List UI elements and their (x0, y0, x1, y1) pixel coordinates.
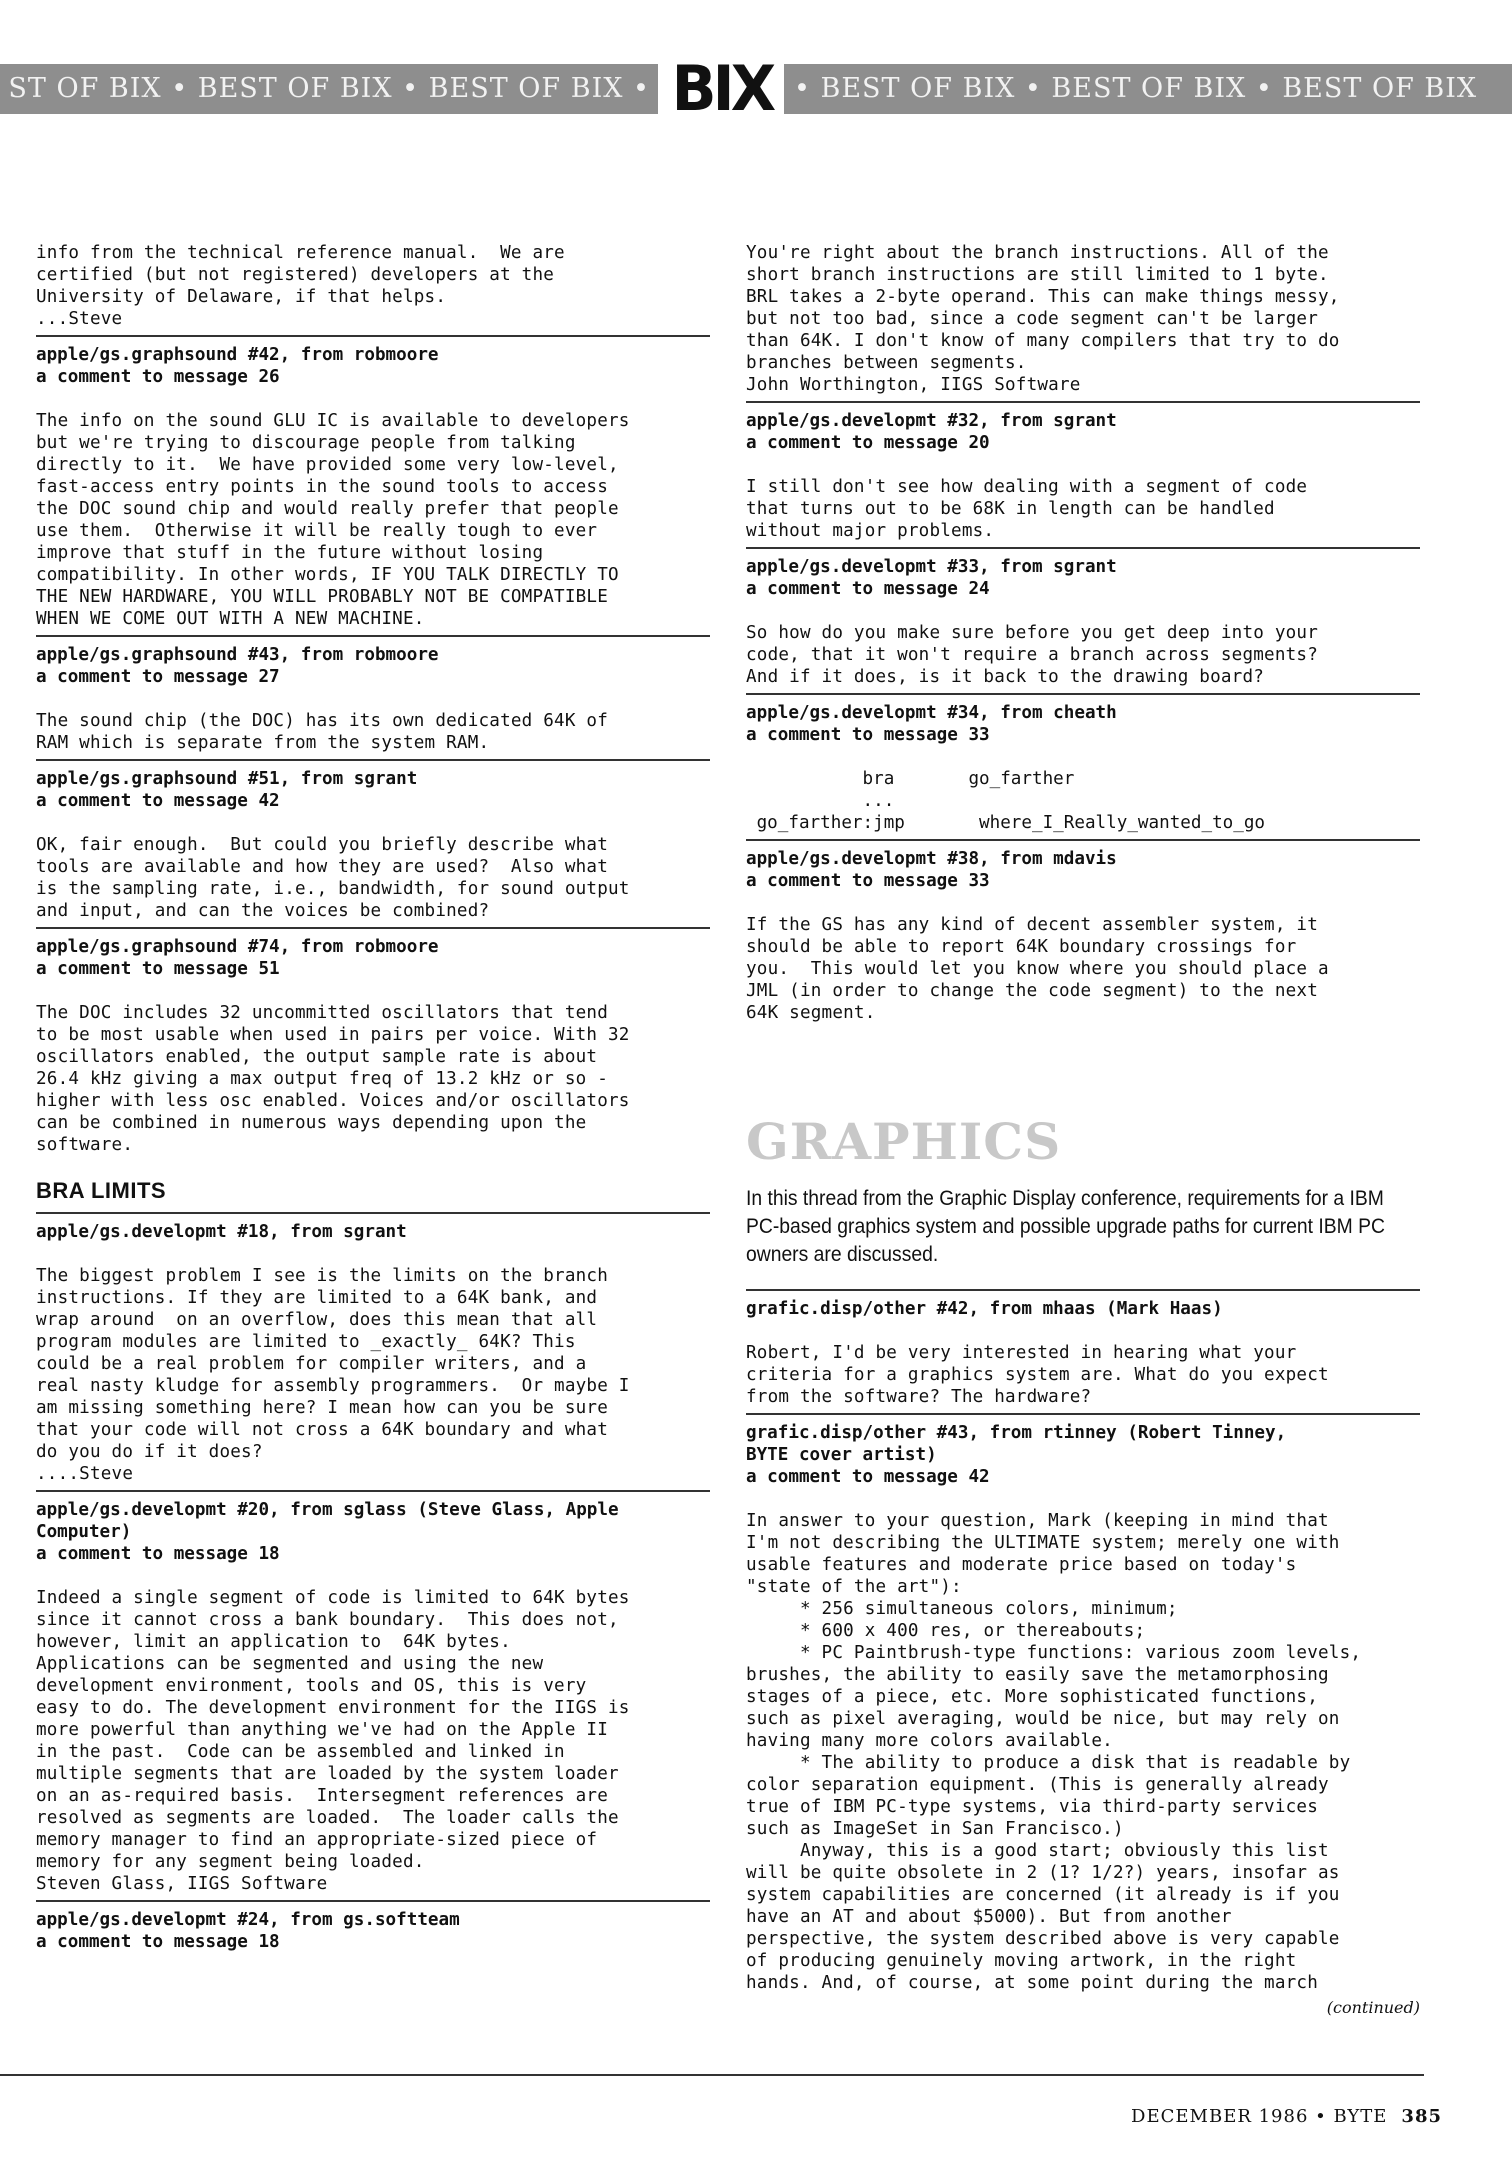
message-header (746, 556, 1420, 600)
message-body: Robert, I'd be very interested in hearing what your criteria for a graphics system are. What do you expect from the software? The hardware? (746, 1343, 1329, 1407)
message-header (36, 1499, 710, 1565)
message-header (746, 1422, 1420, 1488)
message-divider (746, 839, 1420, 841)
message-header-line: Computer) (36, 1522, 132, 1542)
code-snippet: bra go_farther ... go_farther:jmp where_I_Really_wanted_to_go (756, 769, 1266, 833)
message-header-line: apple/gs.graphsound #51, from sgrant (36, 769, 418, 789)
right-column (746, 242, 1420, 2017)
section-heading: BRA LIMITS (36, 1178, 167, 1203)
message-header (36, 768, 710, 812)
message-divider (36, 1900, 710, 1902)
message-body: The info on the sound GLU IC is available to developers but we're trying to discourage people from talking directly to it. We have provided some very low-level, fast-access entry points in the sound tools to access the DOC sound chip and would really prefer that people use them. Otherwise it will be really tough to ever improve that stuff in the future without losing compatibility. In other words, IF YOU TALK DIRECTLY TO THE NEW HARDWARE, YOU WILL PROBABLY NOT BE COMPATIBLE WHEN WE COME OUT WITH A NEW MACHINE. (36, 411, 630, 629)
banner-band-left (0, 64, 658, 114)
message-body: The sound chip (the DOC) has its own dedicated 64K of RAM which is separate from the system RAM. (36, 711, 608, 753)
bix-logo: BIX (671, 52, 773, 125)
message-divider (746, 1413, 1420, 1415)
message-header-line: a comment to message 42 (746, 1467, 990, 1487)
message-header-line: a comment to message 51 (36, 959, 280, 979)
message-header (746, 1298, 1420, 1320)
message-header (36, 344, 710, 388)
message-header-line: a comment to message 33 (746, 725, 990, 745)
message-header-line: apple/gs.graphsound #42, from robmoore (36, 345, 439, 365)
section-title: GRAPHICS (746, 1112, 1062, 1171)
message-header (36, 1909, 710, 1953)
message-divider (36, 759, 710, 761)
message-header-line: apple/gs.developmt #24, from gs.softteam (36, 1910, 460, 1930)
message-header-line: apple/gs.developmt #38, from mdavis (746, 849, 1117, 869)
message-divider (746, 693, 1420, 695)
continued-note: (continued) (1326, 1998, 1420, 2017)
issue-label: DECEMBER 1986 • BYTE (1131, 2106, 1388, 2127)
message-header-line: apple/gs.developmt #20, from sglass (Steve Glass, Apple (36, 1500, 619, 1520)
message-header (36, 936, 710, 980)
message-header (36, 1221, 710, 1243)
message-header (746, 848, 1420, 892)
message-header-line: a comment to message 18 (36, 1932, 280, 1952)
message-body: You're right about the branch instructions. All of the short branch instructions are still limited to 1 byte. BRL takes a 2-byte operand. This can make things messy, but not too bad, since a code segment can't be larger than 64K. I don't know of many compilers that try to do branches between segments. John Worthington, IIGS Software (746, 243, 1340, 395)
message-divider (36, 927, 710, 929)
message-divider (36, 635, 710, 637)
message-header-line: a comment to message 18 (36, 1544, 280, 1564)
message-body: OK, fair enough. But could you briefly describe what tools are available and how they are used? Also what is the sampling rate, i.e., bandwidth, for sound output and input, and can the voices be combined? (36, 835, 630, 921)
message-divider (36, 1490, 710, 1492)
message-divider (36, 1212, 710, 1214)
message-divider (746, 547, 1420, 549)
page-number: 385 (1401, 2106, 1442, 2127)
message-header (746, 702, 1420, 746)
message-header-line: grafic.disp/other #42, from mhaas (Mark Haas) (746, 1299, 1223, 1319)
message-header (36, 644, 710, 688)
banner-right-text: • BEST OF BIX • BEST OF BIX • BEST OF BIX (794, 73, 1478, 104)
message-header-line: apple/gs.developmt #34, from cheath (746, 703, 1117, 723)
message-header-line: a comment to message 24 (746, 579, 990, 599)
message-header-line: a comment to message 26 (36, 367, 280, 387)
message-body: The DOC includes 32 uncommitted oscillators that tend to be most usable when used in pairs per voice. With 32 oscillators enabled, the output sample rate is about 26.4 kHz giving a max output freq of 13.2 kHz or so - higher with less osc enabled. Voices and/or oscillators can be combined in numerous ways depending upon the software. (36, 1003, 630, 1155)
best-of-bix-banner (0, 52, 1512, 125)
message-header-line: a comment to message 20 (746, 433, 990, 453)
message-header-line: apple/gs.graphsound #43, from robmoore (36, 645, 439, 665)
message-header-line: apple/gs.graphsound #74, from robmoore (36, 937, 439, 957)
message-body: So how do you make sure before you get deep into your code, that it won't require a branch across segments? And if it does, is it back to the drawing board? (746, 623, 1318, 687)
message-header (746, 410, 1420, 454)
message-header-line: a comment to message 33 (746, 871, 990, 891)
banner-band-right (784, 64, 1512, 114)
left-column (36, 242, 710, 1975)
section-intro: In this thread from the Graphic Display conference, requirements for a IBM PC-based graphics system and possible upgrade paths for current IBM PC owners are discussed. (746, 1187, 1385, 1266)
message-body: info from the technical reference manual. We are certified (but not registered) developers at the University of Delaware, if that helps. ...Steve (36, 243, 565, 329)
message-body: The biggest problem I see is the limits on the branch instructions. If they are limited to a 64K bank, and wrap around on an overflow, does this mean that all program modules are limited to _exactly_ 64K? This could be a real problem for compiler writers, and a real nasty kludge for assembly programmers. Or maybe I am missing something here? I mean how can you be sure that your code will not cross a 64K boundary and what do you do if it does? ....Steve (36, 1266, 630, 1484)
message-header-line: BYTE cover artist) (746, 1445, 937, 1465)
message-body: Indeed a single segment of code is limited to 64K bytes since it cannot cross a bank boundary. This does not, however, limit an application to 64K bytes. Applications can be segmented and using the new development environment, tools and OS, this is very easy to do. The development environment for the IIGS is more powerful than anything we've had on the Apple II in the past. Code can be assembled and linked in multiple segments that are loaded by the system loader on an as-required basis. Intersegment references are resolved as segments are loaded. The loader calls the memory manager to find an appropriate-sized piece of memory for any segment being loaded. Steven Glass, IIGS Software (36, 1588, 630, 1894)
message-divider (36, 335, 710, 337)
message-divider (746, 1289, 1420, 1291)
message-body: If the GS has any kind of decent assembler system, it should be able to report 64K boundary crossings for you. This would let you know where you should place a JML (in order to change the code segment) to the next 64K segment. (746, 915, 1329, 1023)
message-header-line: apple/gs.developmt #33, from sgrant (746, 557, 1117, 577)
message-header-line: apple/gs.developmt #32, from sgrant (746, 411, 1117, 431)
message-header-line: a comment to message 27 (36, 667, 280, 687)
message-divider (746, 401, 1420, 403)
page-footer (1131, 2106, 1442, 2127)
bottom-rule (0, 2074, 1424, 2076)
message-header-line: a comment to message 42 (36, 791, 280, 811)
banner-left-text: ST OF BIX • BEST OF BIX • BEST OF BIX • (8, 73, 650, 104)
message-body: I still don't see how dealing with a segment of code that turns out to be 68K in length can be handled without major problems. (746, 477, 1308, 541)
message-header-line: grafic.disp/other #43, from rtinney (Robert Tinney, (746, 1423, 1287, 1443)
message-header-line: apple/gs.developmt #18, from sgrant (36, 1222, 407, 1242)
message-body: In answer to your question, Mark (keeping in mind that I'm not describing the ULTIMATE system; merely one with usable features and moderate price based on today's "state of the art"): * 256 simultaneous colors, minimum; * 600 x 400 res, or thereabouts; * PC Paintbrush-type functions: various zoom levels, brushes, the ability to easily save the metamorphosing stages of a piece, etc. More sophisticated functions, such as pixel averaging, would be nice, but may rely on having many more colors available. * The ability to produce a disk that is readable by color separation equipment. (This is generally already true of IBM PC-type systems, via third-party services such as ImageSet in San Francisco.) Anyway, this is a good start; obviously this list will be quite obsolete in 2 (1? 1/2?) years, insofar as system capabilities are concerned (it already is if you have an AT and about $5000). But from another perspective, the system described above is very capable of producing genuinely moving artwork, in the right hands. And, of course, at some point during the march (746, 1511, 1362, 1993)
